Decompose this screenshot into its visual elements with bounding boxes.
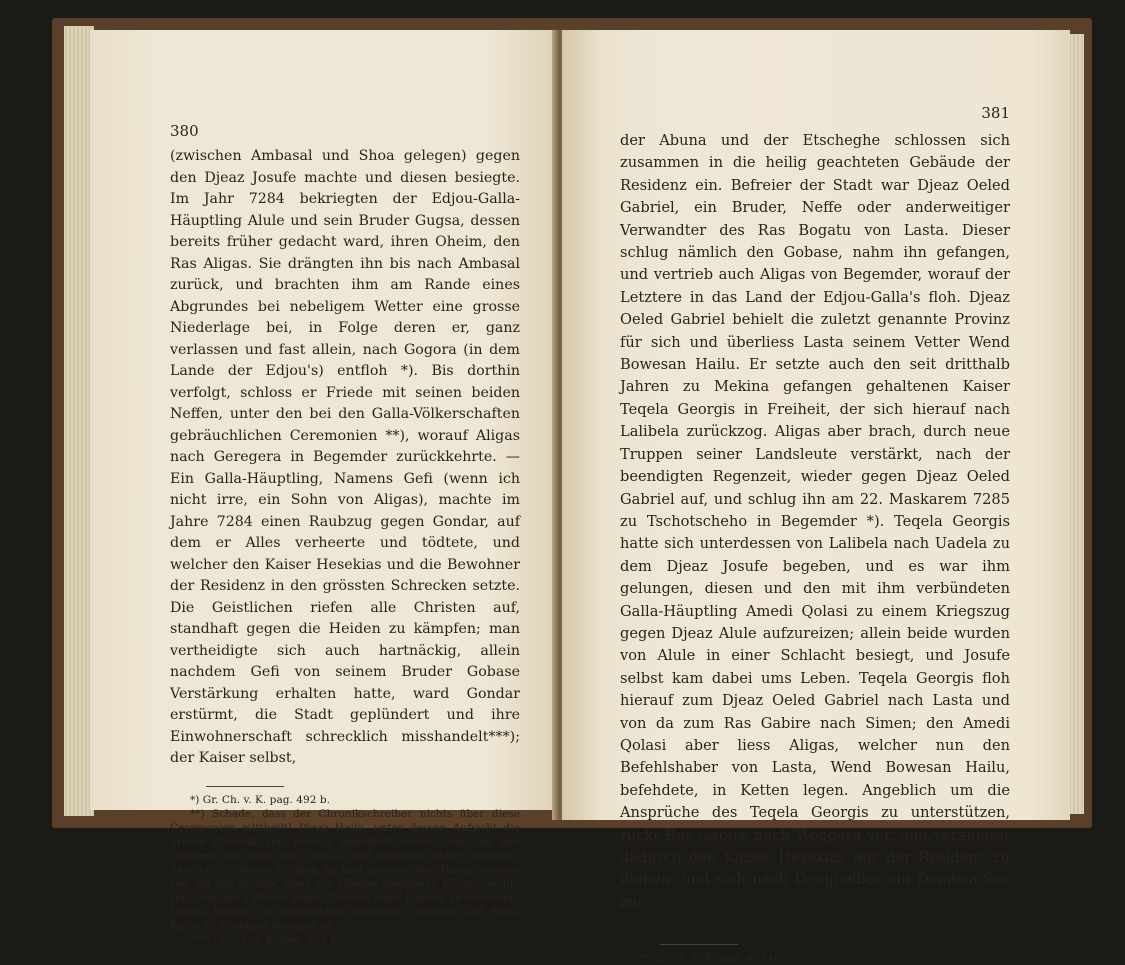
page-number: 380 <box>170 122 199 140</box>
footnote: *) Gr. Ch. v. K. pag. 492 b. <box>190 793 331 806</box>
footnote-separator <box>660 944 738 945</box>
right-page <box>562 30 1070 965</box>
footnote: *) Gr. Ch. v. K. pag. 495 b. <box>640 952 781 965</box>
page-number: 381 <box>981 104 1010 122</box>
body-text: der Abuna und der Etscheghe schlossen sich zusammen in die heilig geachteten Gebäude der Residenz ein. Befreier der Stadt war Djeaz Oeled Gabriel, ein Bruder, Neffe oder anderweitiger Verwandter des Ras Bogatu von Lasta. Dieser schlug nämlich den Gobase, nahm ihn gefangen, und vertrieb auch Aligas von Begemder, worauf der Letztere in das Land der Edjou-Galla's floh. Djeaz Oeled Gabriel behielt die zuletzt genannte Provinz für sich und überliess Lasta seinem Vetter Wend Bowesan Hailu. Er setzte auch den seit dritthalb Jahren zu Mekina gefangen gehaltenen Kaiser Teqela Georgis in Freiheit, der sich hierauf nach Lalibela zurückzog. Aligas aber brach, durch neue Truppen seiner Landsleute verstärkt, nach der beendigten Regenzeit, wieder gegen Djeaz Oeled Gabriel auf, und schlug ihn am 22. Maskarem 7285 zu Tschotscheho in Begemder *). Teqela Georgis hatte sich unterdessen von Lalibela nach Uadela zu dem Djeaz Josufe begeben, und es war ihm gelungen, diesen und den mit ihm verbündeten Galla-Häuptling Amedi Qolasi zu einem Kriegszug gegen Djeaz Alule aufzureizen; allein beide wurden von Alule in einer Schlacht besiegt, und Josufe selbst kam dabei ums Leben. Teqela Georgis floh hierauf zum Djeaz Oeled Gabriel nach Lasta und von da zum Ras Gabire nach Simen; den Amedi Qolasi aber liess Aligas, welcher nun den Befehlshaber von Lasta, Wend Bowesan Hailu, befehdete, in Ketten legen. Angeblich um die Ansprüche des Teqela Georgis zu unterstützen, rückt Ras Gabire nach Woggera vor, und veranlasst dadurch den Kaiser Hesekias aus der Residenz zu fliehen, und sich nach Denghelber am Dembea-See zu- <box>620 132 1010 911</box>
footnote: **) Schade, dass der Chronikschreiber nichts über diese Ceremonien mittheilt! Djeaz Hailu, unter dessen Aufsicht die grosse Chronik von Kiratza abgefasst wurde, war bei den Truppen des Alule und Gugsa, und berichtet unter Anderem, dass er in diesem Feldzug an den grossen See Hajig gezogen sey, um das dortige, ganz von Heiden umgebene Kloster, wohin seit Grangné's Zeiten keine Christen mehr kamen, zu besuchen. Dieses Kloster ist vermuthlich dasjenige, welches auf Salt's Karte St. Stefanus benannt ist. <box>170 807 520 932</box>
footnote-separator <box>206 786 284 787</box>
left-page <box>90 30 558 946</box>
footnote: ***) Gr. Ch. v. K. pag. 493 b. <box>190 933 341 946</box>
body-text: (zwischen Ambasal und Shoa gelegen) gegen den Djeaz Josufe machte und diesen besiegte. Im Jahr 7284 bekriegten der Edjou-Galla-Häuptling Alule und sein Bruder Gugsa, dessen bereits früher gedacht ward, ihren Oheim, den Ras Aligas. Sie drängten ihn bis nach Ambasal zurück, und brachten ihm am Rande eines Abgrundes bei nebeligem Wetter eine grosse Niederlage bei, in Folge deren er, ganz verlassen und fast allein, nach Gogora (in dem Lande der Edjou's) entfloh *). Bis dorthin verfolgt, schloss er Friede mit seinen beiden Neffen, unter den bei den Galla-Völkerschaften gebräuchlichen Ceremonien **), worauf Aligas nach Geregera in Begemder zurückkehrte. — Ein Galla-Häuptling, Namens Gefi (wenn ich nicht irre, ein Sohn von Aligas), machte im Jahre 7284 einen Raubzug gegen Gondar, auf dem er Alles verheerte und tödtete, und welcher den Kaiser Hesekias und die Bewohner der Residenz in den grössten Schrecken setzte. Die Geistlichen riefen alle Christen auf, standhaft gegen die Heiden zu kämpfen; man vertheidigte sich auch hartnäckig, allein nachdem Gefi von seinem Bruder Gobase Verstärkung erhalten hatte, ward Gondar erstürmt, die Stadt geplündert und ihre Einwohnerschaft schrecklich misshandelt***); der Kaiser selbst, <box>170 148 520 766</box>
